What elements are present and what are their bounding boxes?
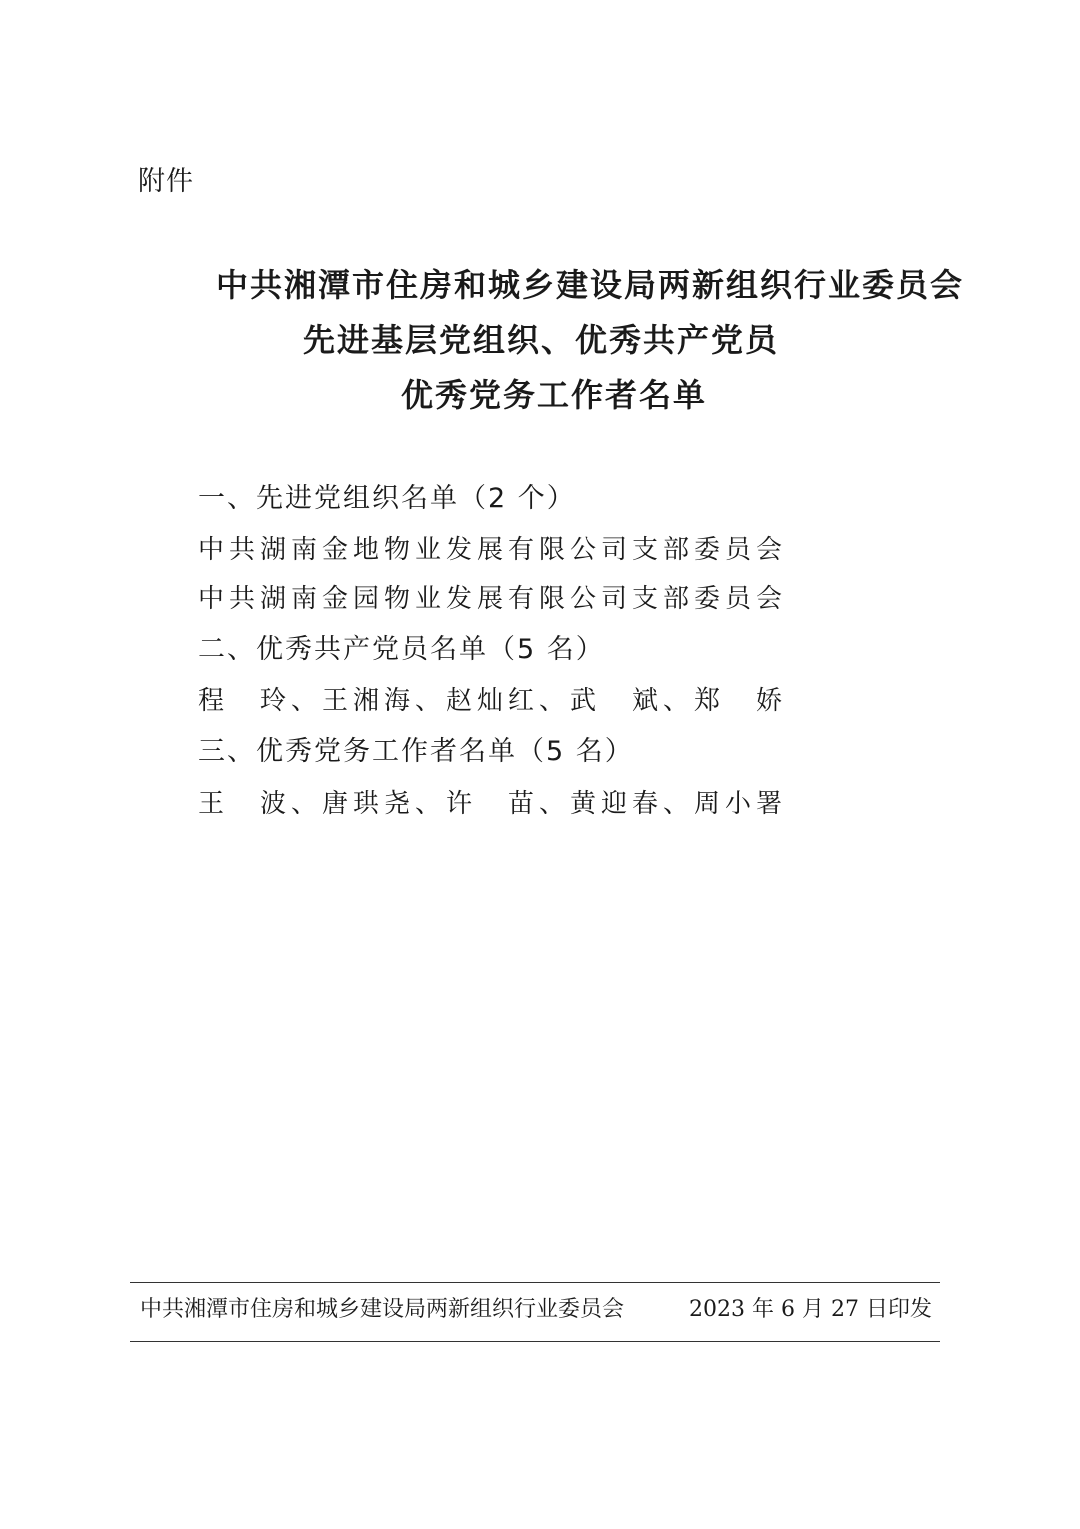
document-title-line-1: 中共湘潭市住房和城乡建设局两新组织行业委员会 <box>216 266 965 304</box>
attachment-label: 附件 <box>138 166 194 197</box>
list-item-member-names: 程 玲、王湘海、赵灿红、武 斌、郑 娇 <box>198 686 788 716</box>
list-item-worker-names: 王 波、唐珙尧、许 苗、黄迎春、周小署 <box>198 789 788 819</box>
footer-top-divider <box>130 1282 940 1283</box>
footer-bottom-divider <box>130 1341 940 1342</box>
footer-issue-date: 2023 年 6 月 27 日印发 <box>689 1297 932 1322</box>
document-title-line-2: 先进基层党组织、优秀共产党员 <box>303 321 780 359</box>
list-item-organization: 中共湖南金地物业发展有限公司支部委员会 <box>198 535 788 565</box>
section-heading-advanced-organizations: 一、先进党组织名单（2 个） <box>198 483 576 514</box>
document-title-line-3: 优秀党务工作者名单 <box>401 376 708 414</box>
section-heading-outstanding-members: 二、优秀共产党员名单（5 名） <box>198 634 605 665</box>
list-item-organization: 中共湖南金园物业发展有限公司支部委员会 <box>198 584 788 614</box>
footer-issuing-organization: 中共湘潭市住房和城乡建设局两新组织行业委员会 <box>140 1297 625 1322</box>
section-heading-outstanding-party-workers: 三、优秀党务工作者名单（5 名） <box>198 736 634 767</box>
